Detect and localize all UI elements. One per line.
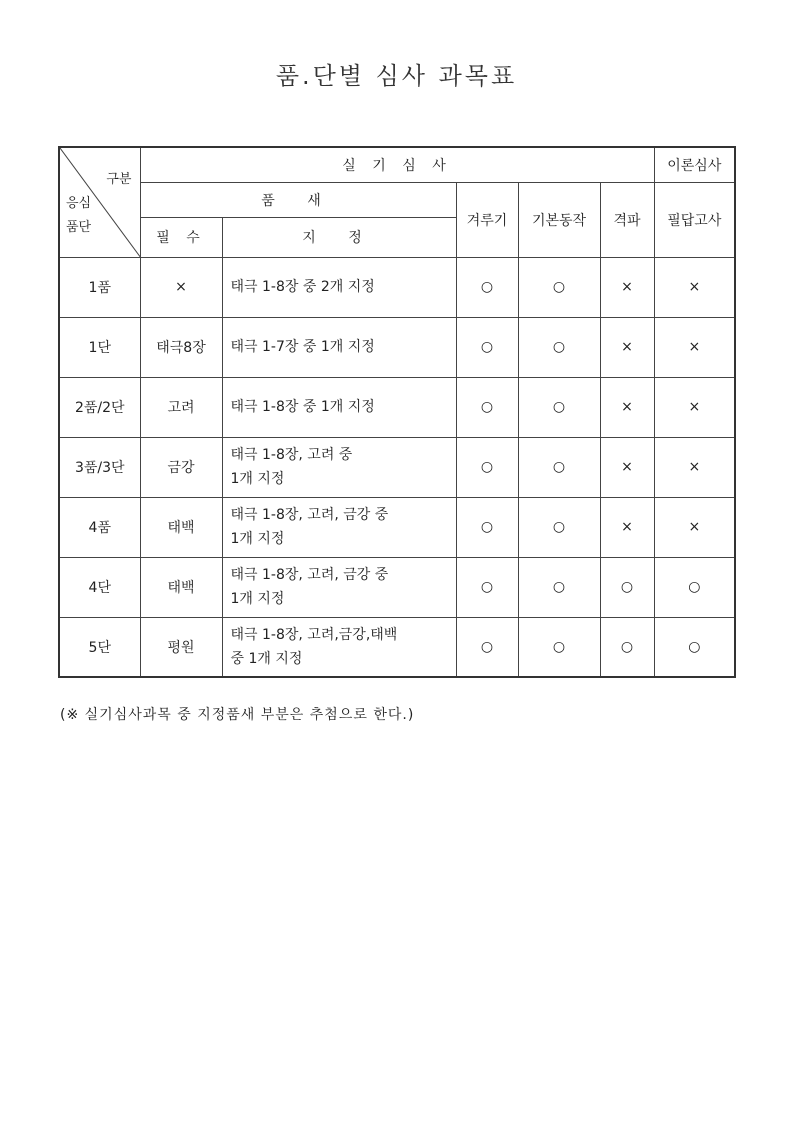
sparring-cell: ○ [456, 557, 518, 617]
written-cell: × [654, 317, 735, 377]
written-cell: × [654, 377, 735, 437]
table-row [59, 257, 735, 317]
basic-cell: ○ [518, 497, 600, 557]
grade-cell: 4단 [59, 557, 140, 617]
grade-cell: 4품 [59, 497, 140, 557]
sparring-cell: ○ [456, 437, 518, 497]
table-row [59, 437, 735, 497]
grade-cell: 1단 [59, 317, 140, 377]
breaking-cell: × [600, 497, 654, 557]
sparring-cell: ○ [456, 257, 518, 317]
required-cell: × [140, 257, 222, 317]
written-cell: ○ [654, 557, 735, 617]
table-row [59, 557, 735, 617]
breaking-cell: ○ [600, 557, 654, 617]
designated-cell: 태극 1-8장 중 1개 지정 [222, 377, 456, 437]
basic-cell: ○ [518, 377, 600, 437]
designated-header: 지 정 [222, 217, 456, 257]
footnote: (※ 실기심사과목 중 지정품새 부분은 추첨으로 한다.) [60, 707, 415, 723]
breaking-cell: × [600, 437, 654, 497]
corner-label-category: 구분 [106, 172, 132, 187]
breaking-cell: × [600, 257, 654, 317]
basic-movement-header: 기본동작 [518, 182, 600, 257]
required-cell: 태백 [140, 497, 222, 557]
sparring-cell: ○ [456, 497, 518, 557]
designated-cell: 태극 1-8장, 고려 중 1개 지정 [222, 437, 456, 497]
sparring-cell: ○ [456, 617, 518, 677]
corner-header-cell [59, 147, 140, 257]
breaking-cell: × [600, 317, 654, 377]
sparring-cell: ○ [456, 317, 518, 377]
written-cell: × [654, 437, 735, 497]
designated-cell: 태극 1-8장, 고려,금강,태백 중 1개 지정 [222, 617, 456, 677]
designated-cell: 태극 1-8장, 고려, 금강 중 1개 지정 [222, 497, 456, 557]
sparring-cell: ○ [456, 377, 518, 437]
written-cell: ○ [654, 617, 735, 677]
sparring-header: 겨루기 [456, 182, 518, 257]
grade-cell: 2품/2단 [59, 377, 140, 437]
required-header: 필 수 [140, 217, 222, 257]
required-cell: 금강 [140, 437, 222, 497]
table-row [59, 377, 735, 437]
table-row [59, 317, 735, 377]
header-row-1 [59, 147, 735, 182]
breaking-cell: ○ [600, 617, 654, 677]
required-cell: 태백 [140, 557, 222, 617]
basic-cell: ○ [518, 317, 600, 377]
required-cell: 평원 [140, 617, 222, 677]
breaking-header: 격파 [600, 182, 654, 257]
exam-subject-table [58, 146, 736, 678]
grade-cell: 5단 [59, 617, 140, 677]
basic-cell: ○ [518, 557, 600, 617]
table-row [59, 497, 735, 557]
required-cell: 고려 [140, 377, 222, 437]
designated-cell: 태극 1-7장 중 1개 지정 [222, 317, 456, 377]
designated-cell: 태극 1-8장 중 2개 지정 [222, 257, 456, 317]
practical-exam-header: 실 기 심 사 [140, 147, 654, 182]
basic-cell: ○ [518, 617, 600, 677]
required-cell: 태극8장 [140, 317, 222, 377]
designated-cell: 태극 1-8장, 고려, 금강 중 1개 지정 [222, 557, 456, 617]
table-row [59, 617, 735, 677]
corner-label-applicant: 응심 [66, 196, 92, 211]
written-test-header: 필답고사 [654, 182, 735, 257]
theory-exam-header: 이론심사 [654, 147, 735, 182]
breaking-cell: × [600, 377, 654, 437]
grade-cell: 3품/3단 [59, 437, 140, 497]
basic-cell: ○ [518, 437, 600, 497]
grade-cell: 1품 [59, 257, 140, 317]
header-row-2 [59, 182, 735, 217]
poomsae-header: 품 새 [140, 182, 456, 217]
page-title: 품.단별 심사 과목표 [275, 62, 518, 90]
corner-label-grade: 품단 [66, 220, 92, 235]
basic-cell: ○ [518, 257, 600, 317]
written-cell: × [654, 257, 735, 317]
written-cell: × [654, 497, 735, 557]
